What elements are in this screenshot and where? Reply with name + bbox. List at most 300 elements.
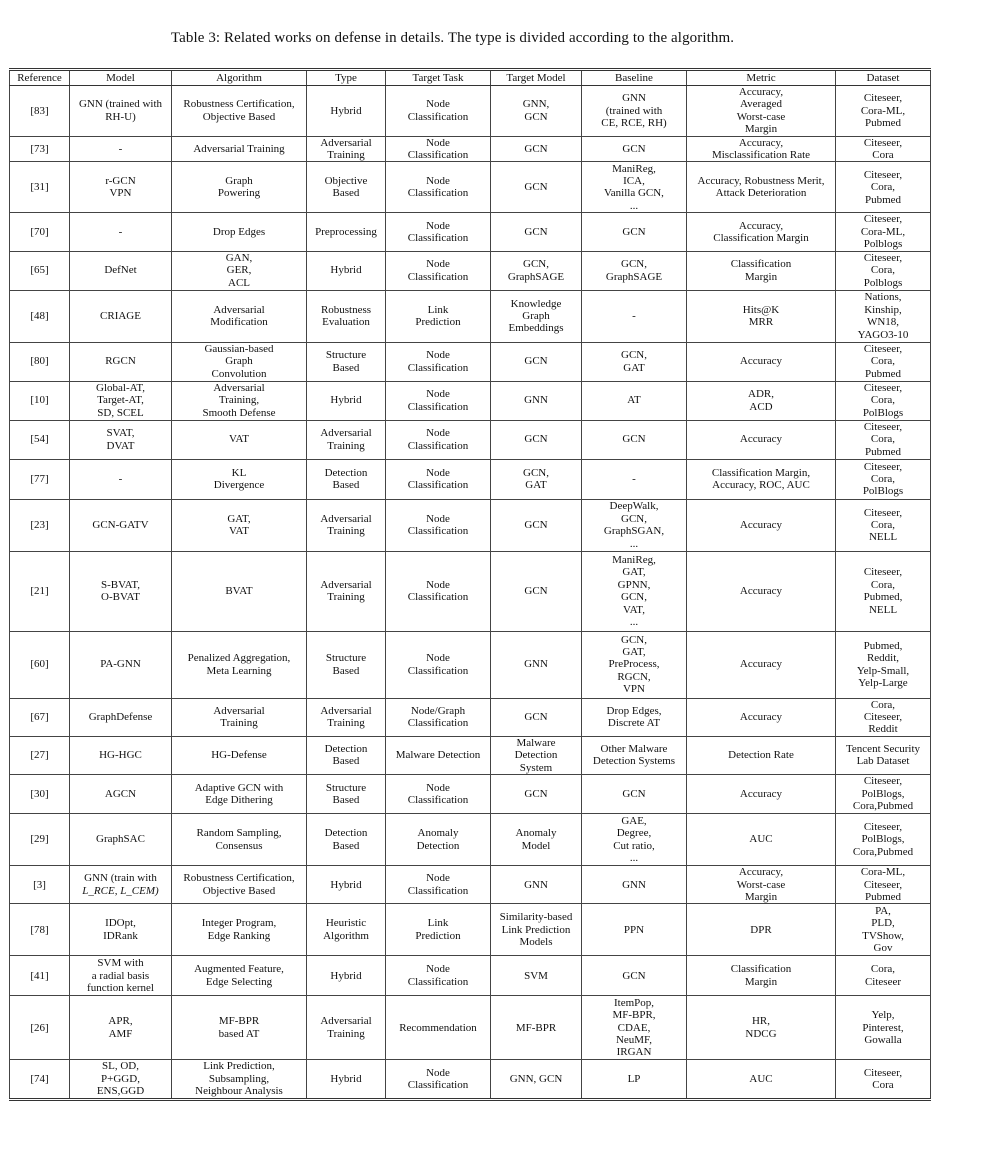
cell-metric — [687, 162, 836, 213]
cell-baseline — [582, 775, 687, 814]
cell-line: BVAT — [225, 584, 253, 597]
cell-line: GCN-GATV — [92, 518, 149, 531]
cell-reference — [10, 459, 70, 499]
cell-baseline — [582, 213, 687, 251]
cell-line: Classification — [407, 664, 469, 677]
cell-line: GAT — [623, 361, 645, 374]
cell-line: a radial basis — [91, 969, 150, 982]
cell-target-task — [386, 290, 491, 342]
cell-line: GCN — [622, 969, 646, 982]
cell-line: Accuracy — [739, 658, 783, 671]
cell-target-model — [491, 136, 582, 162]
cell-line: Margin — [744, 270, 778, 283]
cell-baseline — [582, 996, 687, 1060]
cell-line: PolBlogs, — [861, 833, 905, 846]
cell-baseline — [582, 1060, 687, 1099]
cell-line: Based — [332, 664, 360, 677]
cell-line: MF-BPR — [515, 1021, 557, 1034]
cell-line: Anomaly — [515, 827, 557, 840]
cell-type — [307, 956, 386, 996]
cell-line: Adversarial — [320, 1015, 372, 1028]
table-row — [10, 775, 931, 814]
cell-type — [307, 996, 386, 1060]
cell-line: Hybrid — [330, 264, 362, 277]
cell-model — [70, 904, 172, 956]
cell-target-task — [386, 814, 491, 866]
cell-reference — [10, 904, 70, 956]
cell-line: IRGAN — [616, 1046, 652, 1059]
cell-line: Pubmed — [864, 117, 902, 130]
cell-line: Neighbour Analysis — [195, 1085, 283, 1098]
cell-line: VPN — [622, 683, 645, 696]
cell-line: Random Sampling, — [196, 827, 282, 840]
cell-line: Worst-case — [736, 878, 786, 891]
cell-line: VAT — [229, 525, 249, 538]
cell-dataset — [836, 904, 931, 956]
cell-model — [70, 136, 172, 162]
cell-baseline — [582, 866, 687, 904]
cell-line: PA-GNN — [100, 658, 141, 671]
cell-type — [307, 551, 386, 631]
cell-line: Classification Margin, — [711, 466, 811, 479]
cell-type — [307, 420, 386, 459]
cell-algorithm — [172, 251, 307, 290]
cell-line: - — [118, 225, 123, 238]
cell-dataset — [836, 775, 931, 814]
cell-line: Classification — [407, 975, 469, 988]
cell-line: Accuracy, — [738, 136, 784, 149]
cell-line: GCN, — [621, 349, 647, 362]
header-model: Model — [70, 70, 172, 86]
cell-line: ENS,GGD — [96, 1085, 145, 1098]
cell-line: GCN — [524, 518, 548, 531]
cell-target-task — [386, 631, 491, 698]
cell-line: [10] — [30, 394, 49, 407]
cell-line: Cora-ML, — [860, 866, 906, 879]
cell-line: [67] — [30, 711, 49, 724]
cell-dataset — [836, 381, 931, 420]
cell-target-model — [491, 342, 582, 381]
cell-line: GCN — [622, 225, 646, 238]
cell-line: [3] — [33, 878, 46, 891]
cell-line: AUC — [749, 833, 773, 846]
cell-line: Prediction — [415, 316, 461, 329]
cell-line: Classification — [407, 400, 469, 413]
cell-line: Citeseer, — [863, 506, 903, 519]
cell-line: [65] — [30, 264, 49, 277]
cell-line: Training — [327, 717, 365, 730]
cell-line: Drop Edges, — [606, 704, 662, 717]
cell-line: Cora — [872, 149, 894, 162]
cell-line: Citeseer, — [863, 460, 903, 473]
cell-type — [307, 775, 386, 814]
cell-metric — [687, 251, 836, 290]
cell-line: Classification — [407, 884, 469, 897]
cell-line: PolBlogs — [862, 485, 904, 498]
cell-line: [70] — [30, 225, 49, 238]
cell-line: GNN — [524, 394, 548, 407]
cell-line: Hybrid — [330, 394, 362, 407]
cell-line: Yelp-Small, — [856, 664, 910, 677]
cell-reference — [10, 381, 70, 420]
cell-target-model — [491, 1060, 582, 1099]
cell-target-model — [491, 956, 582, 996]
cell-model — [70, 86, 172, 137]
cell-line: [27] — [30, 749, 49, 762]
header-metric: Metric — [687, 70, 836, 86]
cell-line: Preprocessing — [315, 225, 377, 238]
cell-line: Yelp, — [871, 1009, 895, 1022]
cell-metric — [687, 342, 836, 381]
cell-line: Citeseer, — [863, 382, 903, 395]
cell-line: Node — [426, 466, 450, 479]
table-caption: Table 3: Related works on defense in details. The type is divided according to the algorithm. — [170, 30, 735, 46]
cell-reference — [10, 251, 70, 290]
cell-line: Adversarial — [320, 512, 372, 525]
cell-target-task — [386, 775, 491, 814]
cell-line: Training — [327, 149, 365, 162]
cell-line: Cora-ML, — [860, 104, 906, 117]
cell-line: GNN, — [522, 98, 550, 111]
cell-algorithm — [172, 162, 307, 213]
cell-line: NELL — [868, 603, 898, 616]
cell-line: GCN — [524, 584, 548, 597]
cell-line: Citeseer, — [863, 213, 903, 226]
cell-line: Link — [427, 303, 449, 316]
cell-line: ... — [629, 537, 639, 550]
cell-line: Pubmed — [864, 367, 902, 380]
cell-line: Global-AT, — [96, 382, 145, 395]
cell-target-model — [491, 814, 582, 866]
cell-line: Cora, — [870, 963, 896, 976]
cell-line: TVShow, — [862, 929, 904, 942]
cell-line: [80] — [30, 355, 49, 368]
cell-dataset — [836, 866, 931, 904]
cell-line: ... — [629, 852, 639, 864]
cell-line: Training, — [218, 394, 260, 407]
cell-line: Classification — [407, 525, 469, 538]
cell-type — [307, 290, 386, 342]
cell-metric — [687, 551, 836, 631]
cell-line: Cora, — [870, 355, 896, 368]
cell-type — [307, 736, 386, 774]
cell-line: Cora, — [870, 181, 896, 194]
cell-algorithm — [172, 213, 307, 251]
cell-dataset — [836, 814, 931, 866]
cell-line: Node — [426, 349, 450, 362]
cell-line: [73] — [30, 142, 49, 155]
cell-line: Convolution — [211, 367, 267, 380]
cell-line: SVM with — [97, 957, 144, 970]
cell-line: Training — [327, 525, 365, 538]
cell-target-model — [491, 86, 582, 137]
cell-line: L_RCE, L_CEM) — [82, 884, 159, 897]
cell-line: - — [632, 472, 636, 485]
cell-line: GCN, — [621, 633, 647, 646]
cell-baseline — [582, 136, 687, 162]
cell-target-task — [386, 698, 491, 736]
cell-line: Structure — [325, 652, 367, 665]
cell-line: Detection — [324, 827, 368, 840]
cell-metric — [687, 213, 836, 251]
cell-model — [70, 290, 172, 342]
cell-line: based AT — [218, 1027, 260, 1040]
cell-metric — [687, 996, 836, 1060]
cell-line: Detection — [514, 749, 558, 762]
cell-line: Similarity-based — [499, 911, 573, 924]
cell-line: Penalized Aggregation, — [187, 652, 291, 665]
cell-line: Hybrid — [330, 104, 362, 117]
cell-type — [307, 814, 386, 866]
cell-line: NELL — [868, 531, 898, 544]
cell-line: Lab Dataset — [856, 755, 910, 768]
cell-line: ManiReg, — [612, 553, 656, 566]
cell-line: Model — [521, 839, 551, 852]
cell-line: Anomaly — [417, 827, 459, 840]
table-row — [10, 290, 931, 342]
cell-metric — [687, 420, 836, 459]
table-row — [10, 551, 931, 631]
cell-reference — [10, 290, 70, 342]
cell-line: Other Malware — [600, 743, 668, 756]
cell-line: Node — [426, 872, 450, 885]
cell-dataset — [836, 420, 931, 459]
cell-reference — [10, 162, 70, 213]
cell-line: Pinterest, — [862, 1021, 904, 1034]
cell-line: Subsampling, — [208, 1072, 270, 1085]
cell-target-task — [386, 251, 491, 290]
cell-algorithm — [172, 381, 307, 420]
cell-dataset — [836, 698, 931, 736]
table-row — [10, 162, 931, 213]
cell-baseline — [582, 86, 687, 137]
cell-line: Node — [426, 781, 450, 794]
cell-algorithm — [172, 814, 307, 866]
cell-line: Pubmed — [864, 890, 902, 903]
table-row — [10, 814, 931, 866]
cell-target-model — [491, 251, 582, 290]
cell-line: GNN — [524, 658, 548, 671]
cell-line: Cora, — [870, 394, 896, 407]
cell-line: Link Prediction, — [203, 1060, 275, 1073]
cell-line: Pubmed — [864, 193, 902, 206]
cell-line: [54] — [30, 433, 49, 446]
cell-baseline — [582, 381, 687, 420]
cell-reference — [10, 814, 70, 866]
cell-target-task — [386, 956, 491, 996]
cell-target-task — [386, 996, 491, 1060]
cell-line: [41] — [30, 969, 49, 982]
cell-metric — [687, 290, 836, 342]
cell-line: System — [519, 761, 553, 774]
cell-line: Hybrid — [330, 1072, 362, 1085]
table-row — [10, 420, 931, 459]
cell-line: - — [118, 472, 123, 485]
cell-line: Kinship, — [864, 303, 902, 316]
cell-metric — [687, 866, 836, 904]
cell-model — [70, 251, 172, 290]
cell-line: Nations, — [864, 291, 902, 304]
table-row — [10, 213, 931, 251]
cell-model — [70, 956, 172, 996]
cell-line: ICA, — [623, 175, 645, 188]
cell-line: Detection — [324, 743, 368, 756]
cell-line: Classification — [730, 258, 792, 271]
table-row — [10, 1060, 931, 1099]
cell-line: Reddit, — [866, 652, 900, 665]
cell-type — [307, 251, 386, 290]
cell-target-task — [386, 866, 491, 904]
cell-line: Modification — [210, 316, 268, 329]
cell-line: Models — [519, 936, 553, 949]
cell-line: Classification — [407, 717, 469, 730]
table-row — [10, 904, 931, 956]
cell-reference — [10, 136, 70, 162]
cell-line: Citeseer, — [863, 711, 903, 724]
cell-target-model — [491, 420, 582, 459]
cell-line: Accuracy, — [738, 86, 784, 98]
cell-line: Attack Deterioration — [715, 187, 807, 200]
cell-line: KL — [231, 466, 247, 479]
cell-line: Citeseer, — [863, 168, 903, 181]
cell-line: RGCN — [105, 355, 136, 368]
table-row — [10, 996, 931, 1060]
header-type: Type — [307, 70, 386, 86]
cell-line: Target-AT, — [97, 394, 144, 407]
cell-line: Yelp-Large — [858, 677, 908, 690]
cell-target-task — [386, 86, 491, 137]
cell-line: Based — [332, 794, 360, 807]
cell-line: Integer Program, — [201, 917, 277, 930]
cell-reference — [10, 736, 70, 774]
cell-line: WN18, — [866, 316, 900, 329]
cell-line: Accuracy — [739, 355, 783, 368]
cell-line: Classification Margin — [713, 232, 809, 245]
cell-target-task — [386, 213, 491, 251]
table-body — [10, 86, 931, 1100]
cell-line: Margin — [744, 123, 778, 136]
header-dataset: Dataset — [836, 70, 931, 86]
cell-algorithm — [172, 698, 307, 736]
cell-algorithm — [172, 499, 307, 551]
cell-baseline — [582, 956, 687, 996]
cell-line: Adaptive GCN with — [194, 781, 284, 794]
cell-baseline — [582, 162, 687, 213]
cell-type — [307, 86, 386, 137]
cell-line: Augmented Feature, — [194, 963, 284, 976]
cell-line: Node — [426, 219, 450, 232]
cell-line: Node — [426, 136, 450, 149]
cell-metric — [687, 814, 836, 866]
cell-line: Objective — [324, 175, 368, 188]
cell-line: SVAT, — [106, 427, 135, 440]
cell-line: Cora, — [870, 472, 896, 485]
cell-line: Discrete AT — [607, 717, 661, 730]
cell-metric — [687, 1060, 836, 1099]
cell-line: Classification — [407, 232, 469, 245]
cell-line: [31] — [30, 181, 49, 194]
cell-algorithm — [172, 866, 307, 904]
cell-dataset — [836, 86, 931, 137]
cell-dataset — [836, 251, 931, 290]
cell-line: Pubmed — [864, 445, 902, 458]
table-row — [10, 866, 931, 904]
cell-line: Accuracy — [739, 787, 783, 800]
cell-line: NeuMF, — [615, 1034, 653, 1047]
cell-line: Based — [332, 839, 360, 852]
cell-line: CE, RCE, RH) — [601, 117, 667, 130]
cell-reference — [10, 996, 70, 1060]
cell-line: Training — [327, 439, 365, 452]
cell-target-model — [491, 213, 582, 251]
cell-line: GCN — [524, 787, 548, 800]
cell-line: Smooth Defense — [202, 406, 276, 419]
cell-line: Classification — [730, 963, 792, 976]
cell-line: AGCN — [104, 787, 137, 800]
cell-line: SD, SCEL — [97, 406, 144, 419]
cell-line: Graph — [225, 175, 253, 188]
cell-line: Classification — [407, 1078, 469, 1091]
cell-line: Detection Systems — [592, 755, 676, 768]
cell-line: Accuracy — [739, 518, 783, 531]
cell-line: GCN — [622, 142, 646, 155]
cell-line: Robustness — [320, 303, 372, 316]
cell-line: Tencent Security — [845, 743, 921, 756]
cell-line: MF-BPR — [218, 1015, 260, 1028]
cell-line: [83] — [30, 104, 49, 117]
cell-line: Hybrid — [330, 969, 362, 982]
cell-line: MF-BPR, — [612, 1009, 656, 1022]
cell-line: Link — [427, 917, 449, 930]
cell-reference — [10, 420, 70, 459]
cell-line: Malware Detection — [395, 749, 481, 762]
cell-line: Pubmed, — [863, 639, 903, 652]
cell-line: DeepWalk, — [609, 500, 659, 513]
cell-line: PLD, — [871, 917, 895, 930]
cell-line: YAGO3-10 — [857, 328, 909, 341]
cell-reference — [10, 213, 70, 251]
cell-dataset — [836, 136, 931, 162]
cell-line: LP — [627, 1072, 641, 1085]
cell-line: Node — [426, 512, 450, 525]
cell-line: GAN, — [225, 252, 253, 265]
cell-model — [70, 1060, 172, 1099]
cell-line: GraphSAGE — [605, 270, 663, 283]
cell-line: Node — [426, 963, 450, 976]
cell-line: Citeseer, — [863, 421, 903, 434]
cell-line: Link Prediction — [501, 923, 571, 936]
cell-line: GCN — [622, 433, 646, 446]
cell-target-task — [386, 736, 491, 774]
cell-type — [307, 1060, 386, 1099]
cell-target-task — [386, 551, 491, 631]
cell-line: CRIAGE — [100, 309, 141, 322]
header-reference: Reference — [10, 70, 70, 86]
cell-metric — [687, 736, 836, 774]
cell-line: Objective Based — [202, 110, 276, 123]
cell-line: ADR, — [748, 388, 774, 401]
cell-target-task — [386, 499, 491, 551]
cell-baseline — [582, 736, 687, 774]
cell-line: Adversarial — [320, 136, 372, 149]
cell-line: Heuristic — [325, 917, 367, 930]
cell-dataset — [836, 551, 931, 631]
cell-line: [21] — [30, 584, 49, 597]
cell-reference — [10, 1060, 70, 1099]
cell-line: PPN — [623, 923, 645, 936]
cell-line: Node — [426, 578, 450, 591]
cell-line: Classification — [407, 187, 469, 200]
